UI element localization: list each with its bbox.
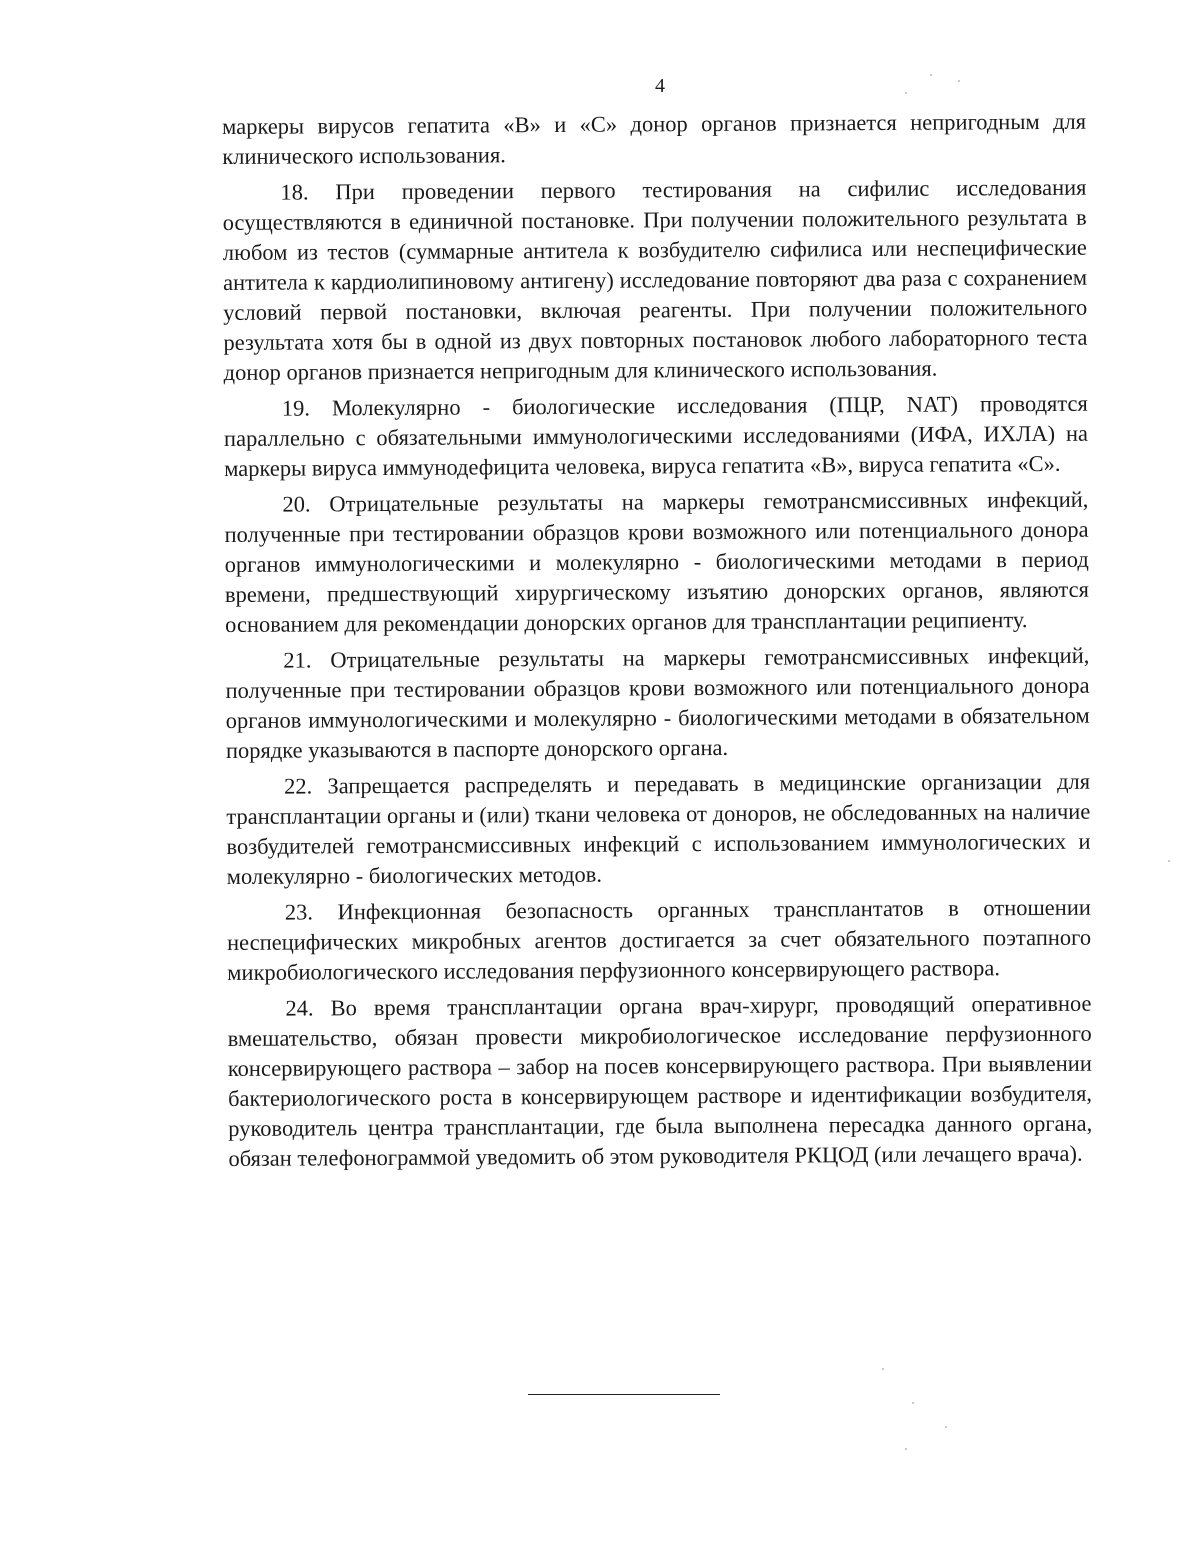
body-text [222,107,1093,1180]
paragraph-23: 23. Инфекционная безопасность органных трансплантатов в отношении неспецифических микробных агентов достигается за счет обязательного поэтапного микробиологического исследования перфузионного консервирующего раствора. [226,894,1092,985]
scan-speck [905,92,907,94]
scan-speck [882,1368,884,1370]
scan-speck [905,1448,907,1450]
scan-speck [958,80,960,82]
paragraph-continuation: маркеры вирусов гепатита «В» и «С» донор органов признается непригодным для клинического использования. [222,108,1087,169]
scan-speck [912,1402,914,1404]
paragraph-19: 19. Молекулярно - биологические исследования (ПЦР, NAT) проводятся параллельно с обязательными иммунологическими исследованиями (ИФА, ИХЛА) на маркеры вируса иммунодефицита человека, вируса гепатита «В», вируса гепатита «С». [223,390,1089,481]
page-number: 4 [655,75,665,97]
paragraph-22: 22. Запрещается распределять и передавать в медицинские организации для трансплантации органы и (или) ткани человека от доноров, не обследованных на наличие возбудителей гемотрансмиссивных инфекций с использованием иммунологических и молекулярно - биологических методов. [226,768,1091,889]
scan-speck [945,1426,947,1428]
scan-speck [930,74,932,76]
scan-speck [1168,860,1170,862]
paragraph-21: 21. Отрицательные результаты на маркеры гемотрансмиссивных инфекций, полученные при тестировании образцов крови возможного или потенциального донора органов иммунологическими и молекулярно - биологическими методами в обязательном порядке указываются в паспорте донорского органа. [225,642,1090,763]
paragraph-24: 24. Во время трансплантации органа врач-хирург, проводящий оперативное вмешательство, обязан провести микробиологическое исследование перфузионного консервирующего раствора – забор на посев консервирующего раствора. При выявлении бактериологического роста в консервирующем растворе и идентификации возбудителя, руководитель центра трансплантации, где была выполнена пересадка данного органа, обязан телефонограммой уведомить об этом руководителя РКЦОД (или лечащего врача). [227,990,1093,1171]
paragraph-20: 20. Отрицательные результаты на маркеры гемотрансмиссивных инфекций, полученные при тестировании образцов крови возможного или потенциального донора органов иммунологическими и молекулярно - биологическими методами в период времени, предшествующий хирургическому изъятию донорских органов, являются основанием для рекомендации донорских органов для трансплантации реципиенту. [224,486,1090,637]
paragraph-18: 18. При проведении первого тестирования на сифилис исследования осуществляются в единичной постановке. При получении положительного результата в любом из тестов (суммарные антитела к возбудителю сифилиса или неспецифические антитела к кардиолипиновому антигену) исследование повторяют два раза с сохранением условий первой постановки, включая реагенты. При получении положительного результата хотя бы в одной из двух повторных постановок любого лабораторного теста донор органов признается непригодным для клинического использования. [222,174,1088,385]
end-of-text-rule [528,1394,720,1395]
